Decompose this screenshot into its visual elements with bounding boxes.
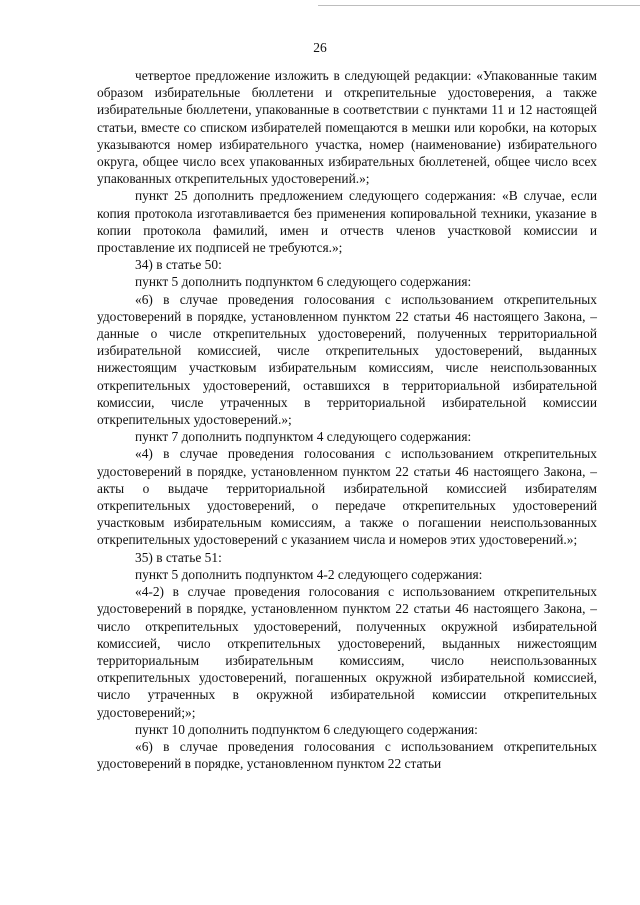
paragraph: пункт 5 дополнить подпунктом 6 следующего содержания: (135, 274, 472, 290)
page-number: 26 (313, 40, 327, 55)
paragraph: пункт 7 дополнить подпунктом 4 следующего содержания: (135, 429, 472, 445)
top-rule (318, 5, 640, 6)
paragraph: 35) в статье 51: (135, 549, 222, 565)
paragraph: четвертое предложение изложить в следующей редакции: «Упакованные таким образом избирательные бюллетени и открепительные удостоверения, а также избирательные бюллетени, упакованные в соответствии с пунктами 11 и 12 настоящей статьи, вместе со списком избирателей помещаются в мешки или коробки, на которых указываются номер избирательного участка, номер (наименование) избирательного округа, общее число всех упакованных избирательных бюллетеней, общее число всех упакованных открепительных удостоверений.»; (97, 68, 597, 187)
paragraph: пункт 25 дополнить предложением следующего содержания: «В случае, если копия протокола изготавливается без применения копировальной техники, указание в копии протокола фамилий, имен и отчеств членов участковой комиссии и проставление их подписей не требуются.»; (97, 188, 597, 256)
paragraph: пункт 5 дополнить подпунктом 4-2 следующего содержания: (135, 566, 483, 582)
paragraph: пункт 10 дополнить подпунктом 6 следующего содержания: (135, 721, 478, 737)
paragraph: «4) в случае проведения голосования с использованием открепительных удостоверений в порядке, установленном пунктом 22 статьи 46 настоящего Закона, – акты о выдаче территориальной избирательной комиссией избирателям открепительных удостоверений, о передаче открепительных удостоверений участковым избирательным комиссиям, а также о погашении неиспользованных открепительных удостоверений с указанием числа и номеров этих удостоверений.»; (97, 446, 597, 548)
document-body (97, 67, 597, 772)
paragraph: «4-2) в случае проведения голосования с использованием открепительных удостоверений в порядке, установленном пунктом 22 статьи 46 настоящего Закона, – число открепительных удостоверений, полученных окружной избирательной комиссией, число открепительных удостоверений, выданных нижестоящим территориальным избирательным комиссиям, число неиспользованных открепительных удостоверений, погашенных окружной избирательной комиссией, число утраченных в окружной избирательной комиссии открепительных удостоверений;»; (97, 584, 597, 720)
paragraph: «6) в случае проведения голосования с использованием открепительных удостоверений в порядке, установленном пунктом 22 статьи 46 настоящего Закона, – данные о числе открепительных удостоверений, полученных территориальной избирательной комиссией, числе открепительных удостоверений, выданных нижестоящим участковым избирательным комиссиям, числе неиспользованных открепительных удостоверений, оставшихся в территориальной избирательной комиссии, числе утраченных в территориальной избирательной комиссии открепительных удостоверений.»; (97, 291, 597, 428)
paragraph: 34) в статье 50: (135, 257, 222, 273)
paragraph: «6) в случае проведения голосования с использованием открепительных удостоверений в порядке, установленном пунктом 22 статьи (97, 738, 597, 772)
